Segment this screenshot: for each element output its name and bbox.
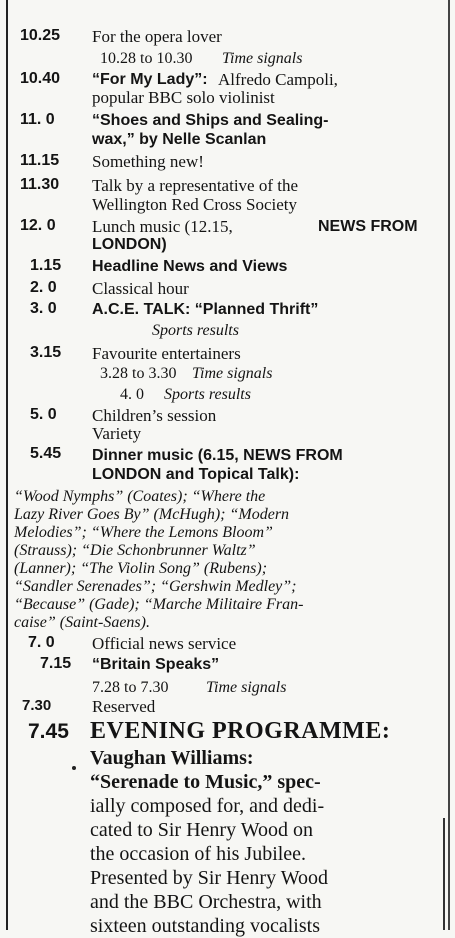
bullet-mark [72, 766, 76, 770]
dinner-music-line: caise” (Saint-Saens). [14, 614, 150, 631]
listing-desc-2: Wellington Red Cross Society [92, 195, 297, 214]
evening-line: sixteen outstanding vocalists [90, 915, 320, 937]
listing-time: 3.15 [30, 344, 62, 361]
listing-desc-bold: “Shoes and Ships and Sealing- [92, 112, 329, 129]
listing-desc-bold: “Britain Speaks” [92, 656, 220, 673]
listing-desc-bold: Headline News and Views [92, 258, 288, 275]
evening-line: the occasion of his Jubilee. [90, 843, 307, 865]
evening-programme-time: 7.45 [28, 720, 69, 743]
listing-time: 2. 0 [30, 279, 57, 296]
listing-desc-2: popular BBC solo violinist [92, 88, 275, 107]
listing-sub-label: Time signals [206, 679, 287, 696]
dinner-music-line: (Strauss); “Die Schonbrunner Waltz” [14, 542, 256, 559]
listing-time: 7. 0 [28, 634, 55, 651]
listing-desc-bold: Dinner music (6.15, NEWS FROM [92, 447, 343, 464]
listing-time: 5.45 [30, 445, 62, 462]
dinner-music-line: Lazy River Goes By” (McHugh); “Modern [14, 506, 290, 523]
listing-desc: Classical hour [92, 279, 189, 298]
listing-sub-label: Time signals [192, 365, 273, 382]
listing-sub-time: 4. 0 [120, 386, 144, 403]
listing-sub-label: Time signals [222, 50, 303, 67]
listing-time: 11.30 [20, 176, 60, 193]
listing-desc-bold: “For My Lady”: [92, 71, 208, 88]
listing-desc: Lunch music (12.15, [92, 217, 233, 236]
listing-time: 1.15 [30, 257, 62, 274]
evening-line: and the BBC Orchestra, with [90, 891, 322, 913]
dinner-music-line: (Lanner); “The Violin Song” (Rubens); [14, 560, 268, 577]
listing-time: 7.30 [22, 697, 52, 714]
listing-sub-italic: Sports results [152, 322, 239, 339]
listing-time: 12. 0 [20, 217, 56, 234]
listing-time: 7.15 [40, 655, 72, 672]
evening-line: “Serenade to Music,” spec- [90, 771, 321, 793]
evening-programme-body [90, 746, 442, 938]
listing-desc-bold: NEWS FROM [318, 218, 418, 235]
listing-sub-time: 10.28 to 10.30 [100, 50, 193, 67]
listing-desc-bold-2: wax,” by Nelle Scanlan [92, 131, 267, 148]
left-column-rule [6, 0, 8, 930]
listing-sub-label: Sports results [164, 386, 251, 403]
listing-desc: Alfredo Campoli, [218, 70, 338, 89]
listing-time: 11.15 [20, 152, 60, 169]
dinner-music-line: “Sandler Serenades”; “Gershwin Medley”; [14, 578, 297, 595]
listing-desc-2: Variety [92, 424, 142, 443]
dinner-music-programme [14, 488, 446, 632]
evening-programme-heading: EVENING PROGRAMME: [90, 718, 391, 744]
dinner-music-line: Melodies”; “Where the Lemons Bloom” [14, 524, 273, 541]
evening-line: Presented by Sir Henry Wood [90, 867, 328, 889]
dinner-music-line: “Because” (Gade); “Marche Militaire Fran- [14, 596, 304, 613]
listing-desc: Something new! [92, 152, 204, 171]
right-column-rule-lower [443, 818, 445, 930]
listing-desc: For the opera lover [92, 27, 222, 46]
listing-time: 11. 0 [20, 111, 55, 128]
listing-desc: Reserved [92, 697, 156, 716]
evening-line: cated to Sir Henry Wood on [90, 819, 313, 841]
listing-desc: Children’s session [92, 406, 217, 425]
dinner-music-line: “Wood Nymphs” (Coates); “Where the [14, 488, 266, 505]
evening-line: ially composed for, and dedi- [90, 795, 325, 817]
listing-time: 10.40 [20, 70, 61, 87]
listing-desc-bold-2: LONDON) [92, 236, 167, 253]
listing-sub-time: 7.28 to 7.30 [92, 679, 169, 696]
listing-desc: Talk by a representative of the [92, 176, 299, 195]
right-column-rule [448, 0, 450, 930]
listing-desc-bold-2: LONDON and Topical Talk): [92, 466, 300, 483]
listing-desc-bold: A.C.E. TALK: “Planned Thrift” [92, 301, 319, 318]
listing-time: 3. 0 [30, 300, 57, 317]
listing-desc: Official news service [92, 634, 237, 653]
listing-time: 10.25 [20, 27, 61, 44]
listing-time: 5. 0 [30, 406, 57, 423]
listing-sub-time: 3.28 to 3.30 [100, 365, 177, 382]
listing-desc: Favourite entertainers [92, 344, 241, 363]
evening-line: Vaughan Williams: [90, 747, 254, 769]
